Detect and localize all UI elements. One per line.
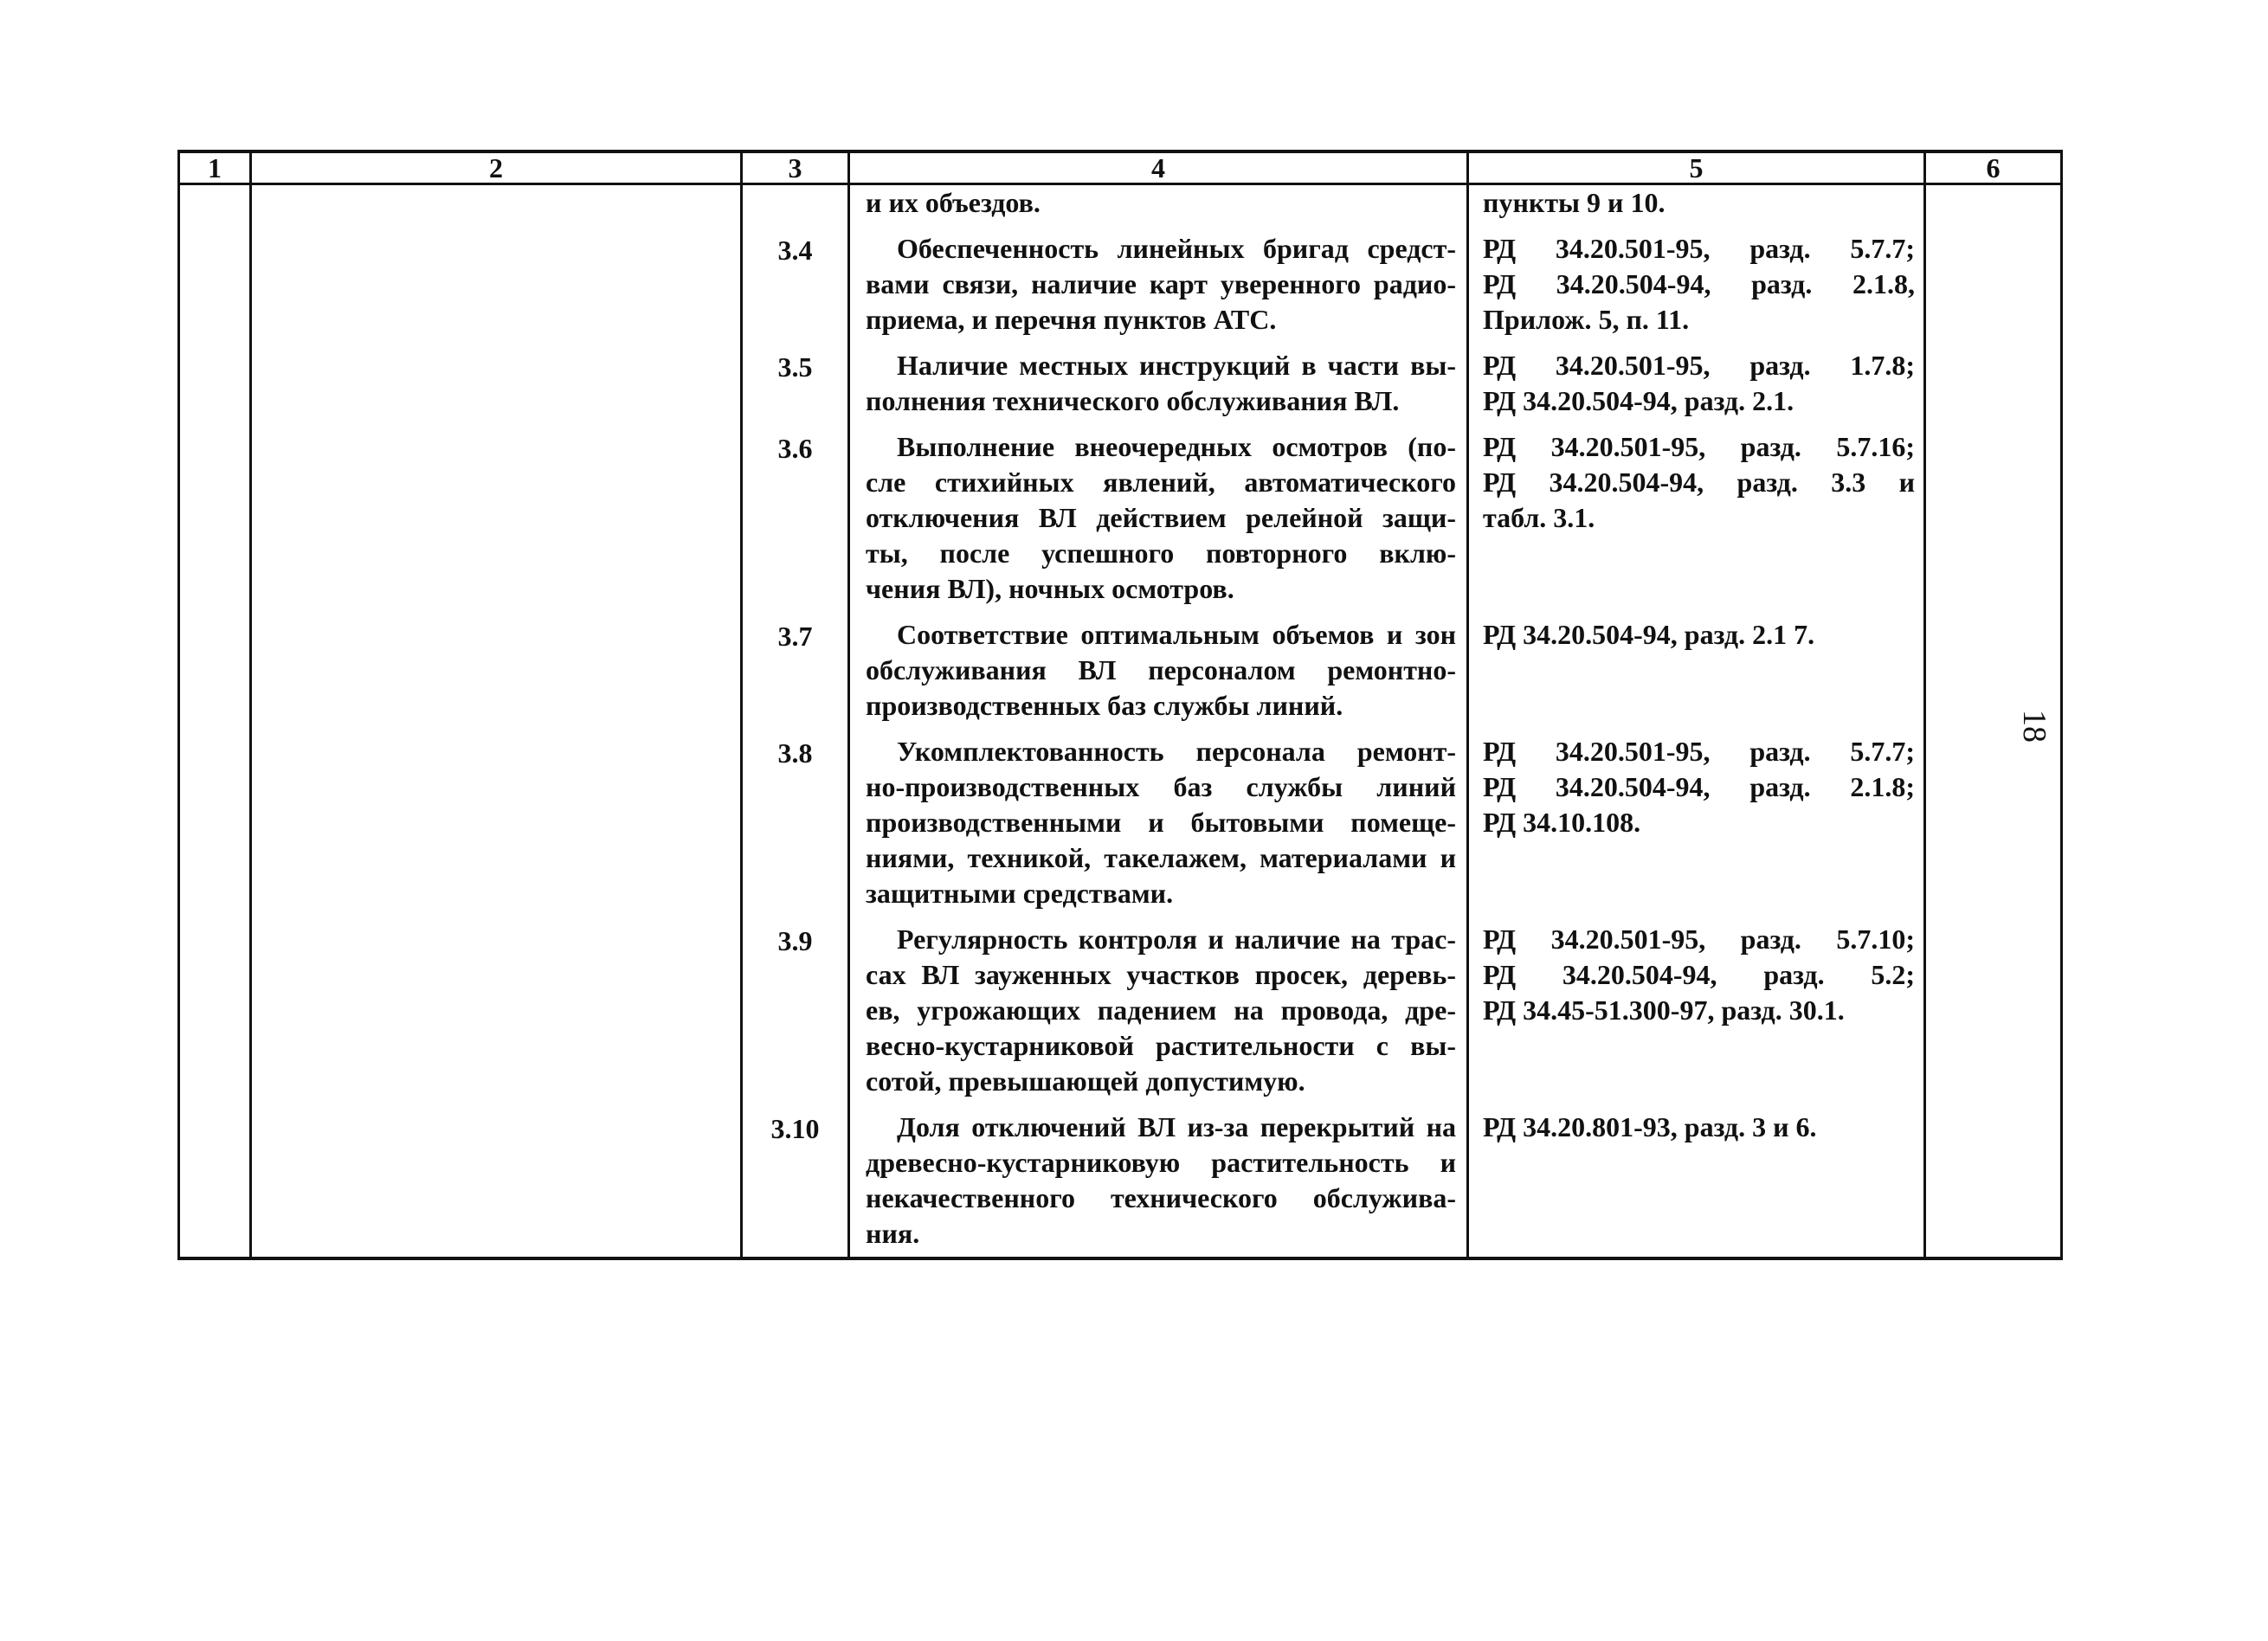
description-line: отключения ВЛ действием релейной защи-	[866, 502, 1456, 533]
reference-line: РД 34.20.801-93, разд. 3 и 6.	[1483, 1111, 1817, 1142]
cell-col-2	[251, 226, 742, 343]
table-row	[179, 612, 2062, 729]
reference-line: табл. 3.1.	[1483, 502, 1595, 533]
item-description	[849, 226, 1468, 343]
table-row	[179, 729, 2062, 917]
header-col-5: 5	[1468, 151, 1925, 184]
item-references	[1468, 1104, 1925, 1258]
table-row	[179, 226, 2062, 343]
cell-col-1	[179, 184, 251, 227]
description-line: защитными средствами.	[866, 878, 1174, 909]
cell-col-1	[179, 917, 251, 1104]
item-number: 3.6	[742, 424, 849, 612]
description-line: древесно-кустарниковую растительность и	[866, 1147, 1456, 1178]
cell-col-2	[251, 729, 742, 917]
item-references	[1468, 917, 1925, 1104]
table-row	[179, 917, 2062, 1104]
table-row	[179, 184, 2062, 227]
table-body	[179, 184, 2062, 1259]
header-col-6: 6	[1925, 151, 2062, 184]
reference-line: РД 34.45-51.300-97, разд. 30.1.	[1483, 994, 1845, 1026]
table-row	[179, 343, 2062, 424]
cell-col-6	[1925, 729, 2062, 917]
item-description	[849, 612, 1468, 729]
description-line: Укомплектованность персонала ремонт-	[897, 736, 1456, 767]
item-description	[849, 1104, 1468, 1258]
cell-col-1	[179, 729, 251, 917]
description-line: Регулярность контроля и наличие на трас-	[897, 923, 1456, 955]
description-line: некачественного технического обслужива-	[866, 1182, 1456, 1213]
cell-col-2	[251, 184, 742, 227]
cell-col-1	[179, 612, 251, 729]
description-line: производственных баз службы линий.	[866, 690, 1343, 721]
item-number: 3.9	[742, 917, 849, 1104]
cell-col-6	[1925, 226, 2062, 343]
reference-line: РД 34.20.504-94, разд. 5.2;	[1483, 959, 1915, 990]
cell-col-2	[251, 424, 742, 612]
description-line: ния.	[866, 1218, 920, 1249]
item-references	[1468, 184, 1925, 227]
description-line: Доля отключений ВЛ из-за перекрытий на	[897, 1111, 1456, 1142]
reference-line: РД 34.20.501-95, разд. 5.7.10;	[1483, 923, 1915, 955]
header-col-2: 2	[251, 151, 742, 184]
cell-col-1	[179, 343, 251, 424]
reference-line: Прилож. 5, п. 11.	[1483, 304, 1690, 335]
item-description	[849, 343, 1468, 424]
item-number: 3.8	[742, 729, 849, 917]
table-row	[179, 424, 2062, 612]
table-header	[179, 151, 2062, 184]
item-number: 3.10	[742, 1104, 849, 1258]
description-line: сах ВЛ зауженных участков просек, деревь-	[866, 959, 1456, 990]
description-line: Выполнение внеочередных осмотров (по-	[897, 431, 1456, 462]
cell-col-6	[1925, 184, 2062, 227]
item-description	[849, 917, 1468, 1104]
item-references	[1468, 729, 1925, 917]
description-line: вами связи, наличие карт уверенного радио-	[866, 268, 1456, 299]
description-line: обслуживания ВЛ персоналом ремонтно-	[866, 654, 1456, 685]
cell-col-6	[1925, 1104, 2062, 1258]
reference-line: РД 34.20.504-94, разд. 2.1 7.	[1483, 619, 1815, 650]
cell-col-6	[1925, 343, 2062, 424]
item-number: 3.4	[742, 226, 849, 343]
item-number	[742, 184, 849, 227]
description-line: Наличие местных инструкций в части вы-	[897, 350, 1456, 381]
description-line: чения ВЛ), ночных осмотров.	[866, 573, 1234, 604]
item-references	[1468, 226, 1925, 343]
description-line: полнения технического обслуживания ВЛ.	[866, 385, 1400, 416]
item-description	[849, 184, 1468, 227]
item-references	[1468, 424, 1925, 612]
item-number: 3.5	[742, 343, 849, 424]
header-col-4: 4	[849, 151, 1468, 184]
header-row	[179, 151, 2062, 184]
description-line: сотой, превышающей допустимую.	[866, 1065, 1305, 1097]
item-description	[849, 729, 1468, 917]
table-row	[179, 1104, 2062, 1258]
reference-line: РД 34.20.501-95, разд. 5.7.7;	[1483, 233, 1915, 264]
cell-col-6	[1925, 424, 2062, 612]
reference-line: РД 34.20.504-94, разд. 2.1.	[1483, 385, 1794, 416]
description-line: производственными и бытовыми помеще-	[866, 807, 1456, 838]
cell-col-6	[1925, 917, 2062, 1104]
description-line: ниями, техникой, такелажем, материалами и	[866, 842, 1456, 873]
item-references	[1468, 612, 1925, 729]
cell-col-2	[251, 612, 742, 729]
description-line: ты, после успешного повторного вклю-	[866, 537, 1456, 569]
page-number: 18	[2016, 710, 2052, 743]
description-line: сле стихийных явлений, автоматического	[866, 467, 1456, 498]
header-col-3: 3	[742, 151, 849, 184]
cell-col-2	[251, 917, 742, 1104]
cell-col-1	[179, 424, 251, 612]
description-line: ев, угрожающих падением на провода, дре-	[866, 994, 1456, 1026]
description-line: весно-кустарниковой растительности с вы-	[866, 1030, 1456, 1061]
description-line: Обеспеченность линейных бригад средст-	[897, 233, 1456, 264]
cell-col-1	[179, 226, 251, 343]
reference-line: РД 34.20.501-95, разд. 5.7.16;	[1483, 431, 1915, 462]
reference-line: РД 34.20.504-94, разд. 2.1.8,	[1483, 268, 1915, 299]
requirements-table	[177, 150, 2063, 1260]
cell-col-1	[179, 1104, 251, 1258]
reference-line: РД 34.20.504-94, разд. 3.3 и	[1483, 467, 1915, 498]
reference-line: РД 34.20.501-95, разд. 1.7.8;	[1483, 350, 1915, 381]
reference-line: РД 34.20.504-94, разд. 2.1.8;	[1483, 771, 1915, 802]
description-line: но-производственных баз службы линий	[866, 771, 1456, 802]
item-number: 3.7	[742, 612, 849, 729]
description-line: Соответствие оптимальным объемов и зон	[897, 619, 1456, 650]
description-line: приема, и перечня пунктов АТС.	[866, 304, 1277, 335]
reference-line: РД 34.20.501-95, разд. 5.7.7;	[1483, 736, 1915, 767]
cell-col-2	[251, 1104, 742, 1258]
reference-line: РД 34.10.108.	[1483, 807, 1641, 838]
description-line: и их объездов.	[866, 187, 1041, 218]
reference-line: пункты 9 и 10.	[1483, 187, 1666, 218]
item-references	[1468, 343, 1925, 424]
item-description	[849, 424, 1468, 612]
cell-col-2	[251, 343, 742, 424]
header-col-1: 1	[179, 151, 251, 184]
